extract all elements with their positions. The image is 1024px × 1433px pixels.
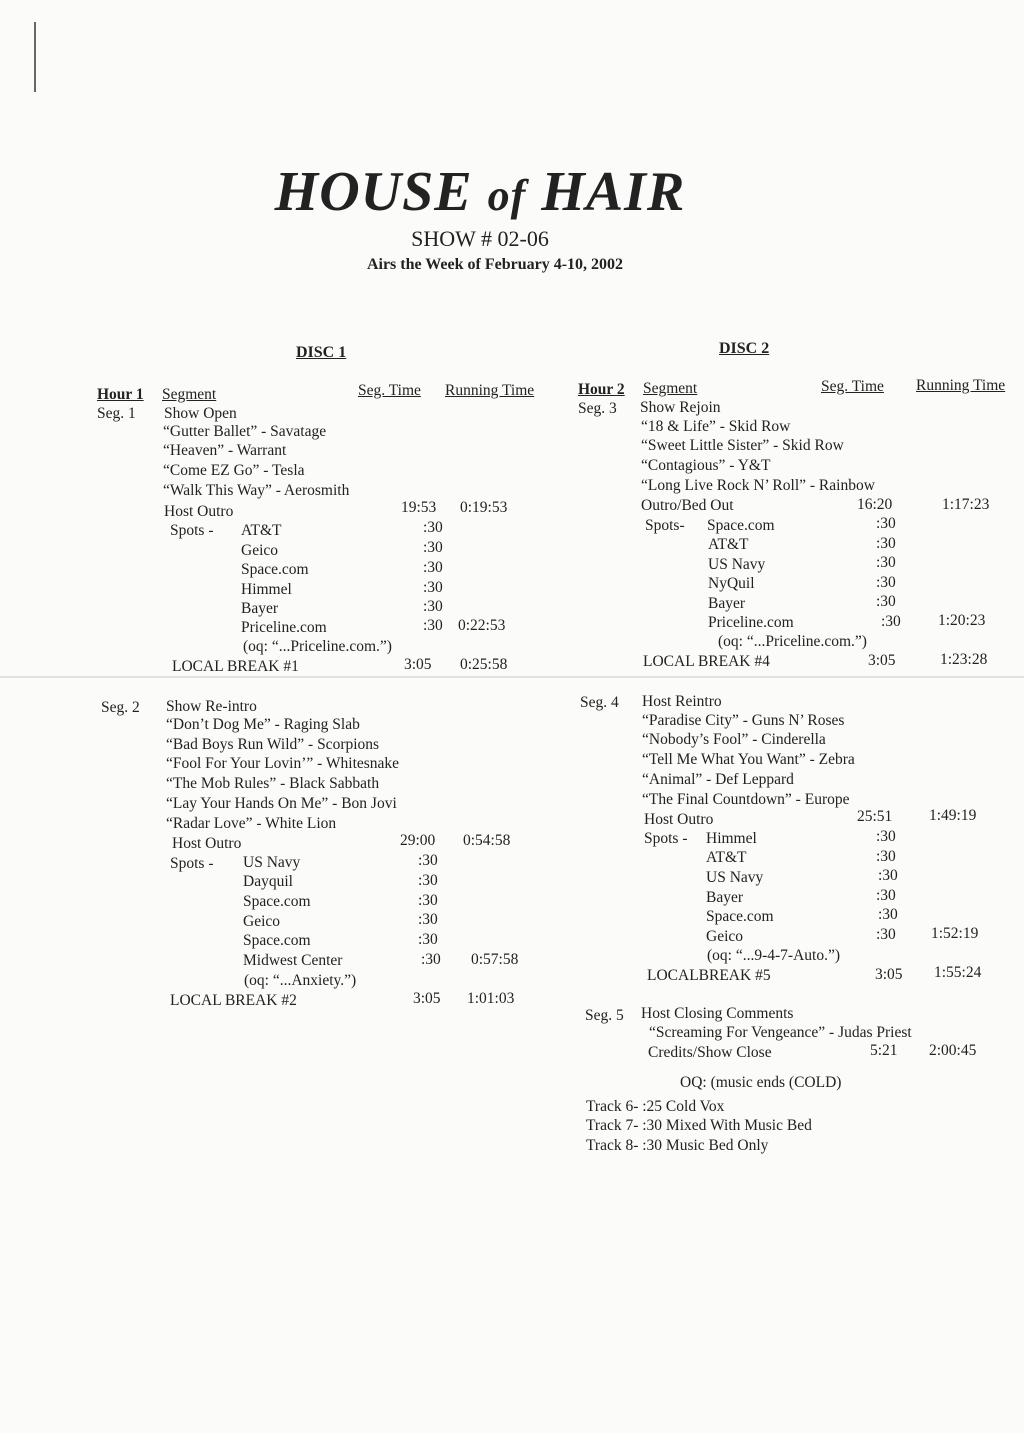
track-line: Track 6- :25 Cold Vox [586, 1098, 725, 1115]
seg1-spot: Geico [241, 542, 279, 559]
seg2-spot-time: :30 [421, 951, 441, 968]
seg1-spot: AT&T [241, 522, 282, 539]
seg1-break-running: 0:25:58 [460, 656, 508, 673]
seg5-close-segtime: 5:21 [870, 1042, 898, 1059]
seg2-break-running: 1:01:03 [467, 990, 515, 1007]
disc2-hour-header: Hour 2 [578, 381, 625, 398]
seg1-spot-time: :30 [423, 617, 443, 634]
seg5-song: “Screaming For Vengeance” - Judas Priest [649, 1024, 912, 1041]
seg3-label: Seg. 3 [578, 400, 617, 417]
seg1-spot: Bayer [241, 600, 279, 617]
disc1-segtime-header: Seg. Time [358, 382, 421, 399]
seg1-outro-running: 0:19:53 [460, 499, 508, 516]
seg2-spot-time: :30 [418, 931, 438, 948]
seg2-outro-running: 0:54:58 [463, 832, 511, 849]
seg2-song: “Lay Your Hands On Me” - Bon Jovi [166, 795, 397, 812]
seg4-break-segtime: 3:05 [875, 966, 903, 983]
seg1-open: Show Open [164, 405, 237, 422]
seg2-song: “Bad Boys Run Wild” - Scorpions [166, 736, 380, 753]
seg3-spot-time: :30 [881, 613, 901, 630]
disc2-segtime-header: Seg. Time [821, 378, 884, 395]
seg3-song: “Long Live Rock N’ Roll” - Rainbow [641, 477, 875, 494]
seg1-song: “Come EZ Go” - Tesla [163, 462, 305, 479]
disc2-running-header: Running Time [916, 377, 1006, 394]
seg3-song: “Contagious” - Y&T [641, 457, 771, 474]
seg4-spot-time: :30 [878, 906, 898, 923]
seg1-local-break: LOCAL BREAK #1 [172, 658, 299, 675]
seg3-outro-segtime: 16:20 [857, 496, 893, 513]
seg4-song: “Paradise City” - Guns N’ Roses [642, 712, 845, 729]
seg3-song: “Sweet Little Sister” - Skid Row [641, 437, 844, 454]
seg3-local-break: LOCAL BREAK #4 [643, 653, 770, 670]
seg2-spot: Midwest Center [243, 952, 343, 969]
seg4-spot-time: :30 [876, 926, 896, 943]
seg4-outro-running: 1:49:19 [929, 807, 977, 824]
seg4-open: Host Reintro [642, 693, 722, 710]
seg4-song: “Nobody’s Fool” - Cinderella [642, 731, 826, 748]
seg4-outro-segtime: 25:51 [857, 808, 893, 825]
seg2-spot: Dayquil [243, 873, 293, 890]
seg5-label: Seg. 5 [585, 1007, 624, 1024]
seg2-local-break: LOCAL BREAK #2 [170, 992, 297, 1009]
disc1-running-header: Running Time [445, 382, 535, 399]
seg4-spot: Bayer [706, 889, 744, 906]
seg2-outro: Host Outro [172, 835, 242, 852]
disc2-segment-header: Segment [643, 380, 698, 397]
seg5-oq: OQ: (music ends (COLD) [680, 1074, 842, 1091]
seg3-oq: (oq: “...Priceline.com.”) [718, 633, 867, 650]
seg1-spot-time: :30 [423, 579, 443, 596]
seg3-spot-time: :30 [876, 535, 896, 552]
seg2-spot-time: :30 [418, 892, 438, 909]
document-title: HOUSE of HAIR [274, 161, 686, 223]
seg4-spot-time: :30 [878, 867, 898, 884]
seg4-spot: Geico [706, 928, 744, 945]
seg2-song: “The Mob Rules” - Black Sabbath [166, 775, 380, 792]
seg4-spot: Space.com [706, 908, 774, 925]
seg4-spot: US Navy [706, 869, 764, 886]
seg4-song: “Animal” - Def Leppard [642, 771, 794, 788]
seg2-spot: US Navy [243, 854, 301, 871]
seg2-song: “Don’t Dog Me” - Raging Slab [166, 716, 360, 733]
seg3-spot: Bayer [708, 595, 746, 612]
seg4-oq: (oq: “...9-4-7-Auto.”) [707, 947, 840, 964]
disc1-heading: DISC 1 [296, 344, 347, 361]
seg2-outro-segtime: 29:00 [400, 832, 436, 849]
seg5-open: Host Closing Comments [641, 1005, 794, 1022]
seg4-spot-time: :30 [876, 848, 896, 865]
seg1-spot-time: :30 [423, 519, 443, 536]
seg4-break-running: 1:55:24 [934, 964, 982, 981]
seg1-break-segtime: 3:05 [404, 656, 432, 673]
seg1-song: “Walk This Way” - Aerosmith [163, 482, 350, 499]
seg3-spot-time: :30 [876, 593, 896, 610]
seg2-oq: (oq: “...Anxiety.”) [244, 972, 357, 989]
seg3-spot-time: :30 [876, 554, 896, 571]
disc1-segment-header: Segment [162, 386, 217, 403]
seg2-spot: Space.com [243, 893, 311, 910]
seg4-label: Seg. 4 [580, 694, 619, 711]
seg2-break-segtime: 3:05 [413, 990, 441, 1007]
seg1-spot-time: :30 [423, 559, 443, 576]
seg3-break-segtime: 3:05 [868, 652, 896, 669]
seg2-spot: Space.com [243, 932, 311, 949]
seg4-local-break: LOCALBREAK #5 [647, 967, 771, 984]
seg1-spot-time: :30 [423, 539, 443, 556]
seg4-spot: Himmel [706, 830, 757, 847]
seg2-song: “Radar Love” - White Lion [166, 815, 337, 832]
seg3-spot: NyQuil [708, 575, 755, 592]
seg2-spot-time: :30 [418, 872, 438, 889]
airs-date: Airs the Week of February 4-10, 2002 [366, 256, 624, 273]
seg2-spot: Geico [243, 913, 281, 930]
seg3-spots-running: 1:20:23 [938, 612, 986, 629]
seg1-song: “Heaven” - Warrant [163, 442, 287, 459]
seg1-outro: Host Outro [164, 503, 234, 520]
seg2-spot-time: :30 [418, 911, 438, 928]
track-line: Track 8- :30 Music Bed Only [586, 1137, 769, 1154]
seg4-spots-label: Spots - [644, 830, 688, 847]
track-line: Track 7- :30 Mixed With Music Bed [586, 1117, 812, 1134]
seg4-song: “Tell Me What You Want” - Zebra [642, 751, 855, 768]
pen-mark [34, 22, 36, 92]
seg3-spot: Priceline.com [708, 614, 794, 631]
seg3-song: “18 & Life” - Skid Row [641, 418, 791, 435]
seg4-outro: Host Outro [644, 811, 714, 828]
seg1-spot-time: :30 [423, 598, 443, 615]
seg1-spots-label: Spots - [170, 522, 214, 539]
seg4-spots-running: 1:52:19 [931, 925, 979, 942]
seg1-spot: Space.com [241, 561, 309, 578]
seg4-song: “The Final Countdown” - Europe [642, 791, 850, 808]
seg2-spot-time: :30 [418, 852, 438, 869]
seg5-close-running: 2:00:45 [929, 1042, 977, 1059]
show-number: SHOW # 02-06 [411, 226, 549, 251]
seg2-open: Show Re-intro [166, 698, 257, 715]
seg3-spot: Space.com [707, 517, 775, 534]
seg3-open: Show Rejoin [640, 399, 721, 416]
seg1-oq: (oq: “...Priceline.com.”) [243, 638, 392, 655]
seg2-label: Seg. 2 [101, 699, 140, 716]
seg1-spots-running: 0:22:53 [458, 617, 506, 634]
seg1-spot: Himmel [241, 581, 292, 598]
seg5-close: Credits/Show Close [648, 1044, 772, 1061]
seg3-outro-running: 1:17:23 [942, 496, 990, 513]
seg3-outro: Outro/Bed Out [641, 497, 734, 514]
seg4-spot: AT&T [706, 849, 747, 866]
seg3-break-running: 1:23:28 [940, 651, 988, 668]
seg4-spot-time: :30 [876, 887, 896, 904]
seg2-song: “Fool For Your Lovin’” - Whitesnake [166, 755, 400, 772]
seg1-song: “Gutter Ballet” - Savatage [163, 423, 327, 440]
seg1-spot: Priceline.com [241, 619, 327, 636]
seg3-spot: US Navy [708, 556, 766, 573]
page-fold-line [0, 676, 1024, 678]
seg3-spot-time: :30 [876, 574, 896, 591]
seg2-spots-running: 0:57:58 [471, 951, 519, 968]
disc2-heading: DISC 2 [719, 340, 770, 357]
seg3-spot: AT&T [708, 536, 749, 553]
seg3-spot-time: :30 [876, 515, 896, 532]
seg4-spot-time: :30 [876, 828, 896, 845]
seg3-spots-label: Spots- [645, 517, 685, 534]
disc1-hour-header: Hour 1 [97, 386, 144, 403]
seg1-outro-segtime: 19:53 [401, 499, 437, 516]
seg1-label: Seg. 1 [97, 405, 136, 422]
seg2-spots-label: Spots - [170, 855, 214, 872]
